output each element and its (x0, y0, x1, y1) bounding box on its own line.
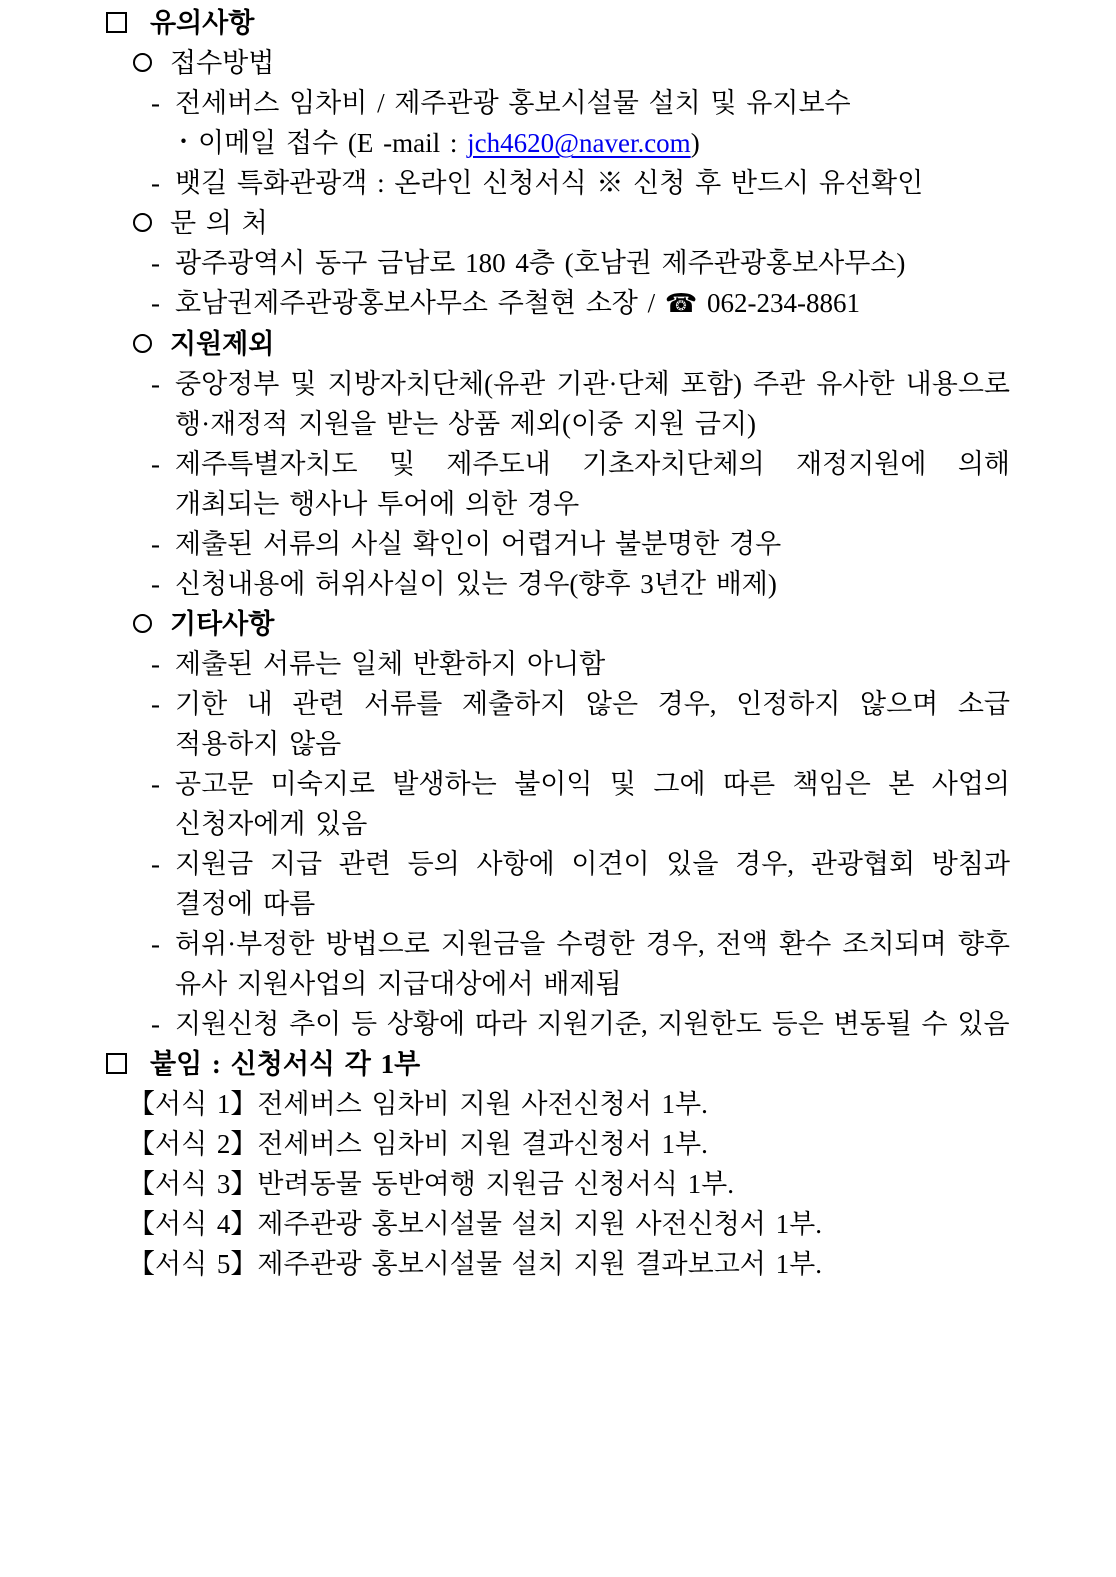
form-item-1 (105, 1084, 1010, 1124)
contact-person-text: 호남권제주관광홍보사무소 주철현 소장 / (175, 288, 665, 318)
dash-bullet: - (151, 288, 160, 318)
list-item-reception-1 (105, 83, 1010, 123)
etc-title: 기타사항 (170, 609, 275, 639)
dash-bullet: - (151, 689, 160, 719)
email-link[interactable]: jch4620@naver.com (467, 128, 691, 158)
list-item-exclusion-4 (105, 564, 1010, 604)
list-item-text: 제출된 서류는 일체 반환하지 아니함 (175, 649, 606, 679)
list-item-text: 신청내용에 허위사실이 있는 경우(향후 3년간 배제) (175, 569, 777, 599)
dash-bullet: - (151, 649, 160, 679)
list-item-etc-4 (105, 844, 1010, 924)
exclusion-title: 지원제외 (170, 329, 275, 359)
list-item-text: 전세버스 임차비 / 제주관광 홍보시설물 설치 및 유지보수 (175, 88, 851, 118)
list-item-contact-phone (105, 283, 1010, 324)
form-item-text: 【서식 5】제주관광 홍보시설물 설치 지원 결과보고서 1부. (128, 1249, 822, 1279)
list-item-etc-1 (105, 644, 1010, 684)
list-item-text: 허위·부정한 방법으로 지원금을 수령한 경우, 전액 환수 조치되며 향후 유사 지원사업의 지급대상에서 배제됨 (175, 929, 1010, 999)
dash-bullet: - (151, 168, 160, 198)
phone-icon: ☎ (664, 289, 698, 318)
notice-title: 유의사항 (150, 8, 255, 38)
email-suffix: ) (690, 128, 700, 158)
list-item-reception-2 (105, 163, 1010, 203)
list-item-email (105, 123, 1010, 163)
square-bullet-icon (106, 1053, 127, 1074)
list-item-text: 공고문 미숙지로 발생하는 불이익 및 그에 따른 책임은 본 사업의 신청자에게 있음 (175, 769, 1010, 839)
list-item-text: 지원신청 추이 등 상황에 따라 지원기준, 지원한도 등은 변동될 수 있음 (175, 1009, 1010, 1039)
list-item-etc-3 (105, 764, 1010, 844)
dash-bullet: - (151, 529, 160, 559)
phone-number: 062-234-8861 (707, 288, 861, 318)
dash-bullet: - (151, 849, 160, 879)
list-item-text: 지원금 지급 관련 등의 사항에 이견이 있을 경우, 관광협회 방침과 결정에 따름 (175, 849, 1010, 919)
list-item-etc-2 (105, 684, 1010, 764)
dash-bullet: - (151, 88, 160, 118)
form-item-4 (105, 1204, 1010, 1244)
notice-heading (105, 3, 1010, 43)
list-item-text: 제주특별자치도 및 제주도내 기초자치단체의 재정지원에 의해 개최되는 행사나 투어에 의한 경우 (175, 449, 1010, 519)
circle-bullet-icon (133, 213, 152, 232)
form-item-text: 【서식 1】전세버스 임차비 지원 사전신청서 1부. (128, 1089, 708, 1119)
form-item-2 (105, 1124, 1010, 1164)
form-item-text: 【서식 2】전세버스 임차비 지원 결과신청서 1부. (128, 1129, 708, 1159)
attachment-heading (105, 1044, 1010, 1084)
list-item-text: 광주광역시 동구 금남로 180 4층 (호남권 제주관광홍보사무소) (175, 248, 906, 278)
dot-bullet: · (179, 126, 189, 156)
circle-bullet-icon (133, 614, 152, 633)
dash-bullet: - (151, 769, 160, 799)
attachment-title: 붙임 : 신청서식 각 1부 (150, 1049, 421, 1079)
contact-title: 문 의 처 (170, 208, 268, 238)
form-item-5 (105, 1244, 1010, 1284)
dash-bullet: - (151, 929, 160, 959)
dash-bullet: - (151, 1009, 160, 1039)
form-item-3 (105, 1164, 1010, 1204)
list-item-etc-5 (105, 924, 1010, 1004)
dash-bullet: - (151, 569, 160, 599)
announcement-document (105, 3, 1010, 1284)
list-item-exclusion-1 (105, 364, 1010, 444)
email-label: 이메일 접수 (E -mail : (198, 128, 468, 158)
form-item-text: 【서식 4】제주관광 홍보시설물 설치 지원 사전신청서 1부. (128, 1209, 822, 1239)
reception-heading (105, 43, 1010, 83)
etc-heading (105, 604, 1010, 644)
dash-bullet: - (151, 449, 160, 479)
list-item-exclusion-2 (105, 444, 1010, 524)
circle-bullet-icon (133, 53, 152, 72)
list-item-exclusion-3 (105, 524, 1010, 564)
exclusion-heading (105, 324, 1010, 364)
form-item-text: 【서식 3】반려동물 동반여행 지원금 신청서식 1부. (128, 1169, 734, 1199)
circle-bullet-icon (133, 334, 152, 353)
list-item-etc-6 (105, 1004, 1010, 1044)
reception-title: 접수방법 (170, 48, 275, 78)
list-item-text: 뱃길 특화관광객 : 온라인 신청서식 ※ 신청 후 반드시 유선확인 (175, 168, 924, 198)
list-item-text: 제출된 서류의 사실 확인이 어렵거나 불분명한 경우 (175, 529, 782, 559)
dash-bullet: - (151, 369, 160, 399)
dash-bullet: - (151, 248, 160, 278)
list-item-text: 기한 내 관련 서류를 제출하지 않은 경우, 인정하지 않으며 소급 적용하지 않음 (175, 689, 1010, 759)
list-item-contact-address (105, 243, 1010, 283)
square-bullet-icon (106, 12, 127, 33)
list-item-text: 중앙정부 및 지방자치단체(유관 기관·단체 포함) 주관 유사한 내용으로 행·재정적 지원을 받는 상품 제외(이중 지원 금지) (175, 369, 1010, 439)
contact-heading (105, 203, 1010, 243)
